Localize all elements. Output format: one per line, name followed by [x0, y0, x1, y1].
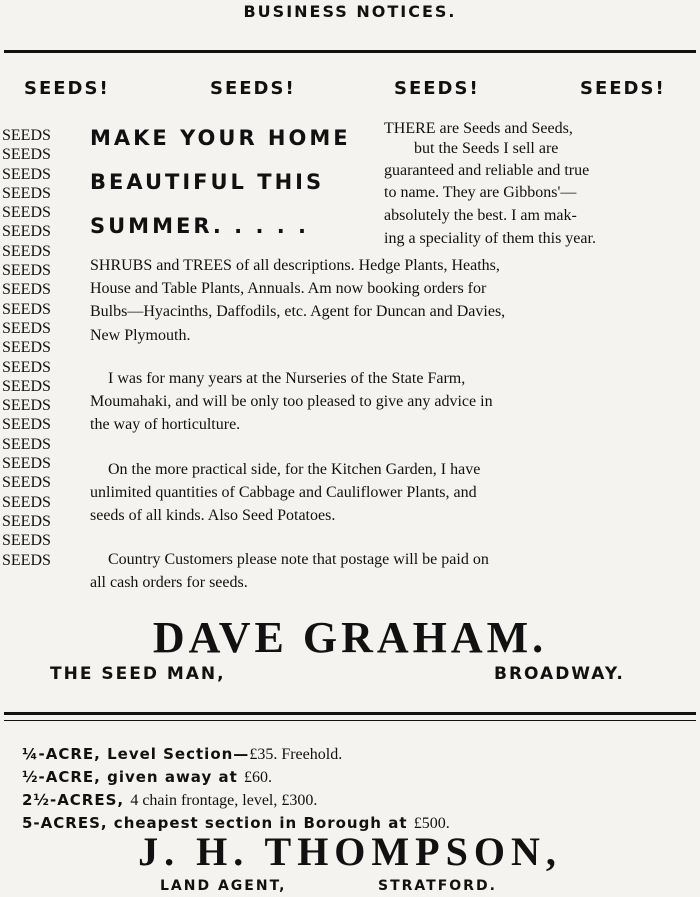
intro-line: THERE are Seeds and Seeds,: [384, 120, 573, 137]
side-seeds-label: SEEDS: [2, 319, 51, 337]
postage-line: all cash orders for seeds.: [90, 574, 248, 591]
tagline-left: THE SEED MAN,: [50, 664, 226, 684]
slogan-line: SUMMER. . . . .: [90, 214, 310, 238]
shrubs-line: SHRUBS and TREES of all descriptions. Hedge Plants, Heaths,: [90, 257, 500, 274]
side-seeds-label: SEEDS: [2, 377, 51, 395]
slogan-line: MAKE YOUR HOME: [90, 126, 351, 150]
nursery-line: the way of horticulture.: [90, 416, 241, 433]
intro-line: guaranteed and reliable and true: [384, 162, 590, 179]
agent-town: STRATFORD.: [378, 878, 497, 894]
section-rule: [4, 712, 696, 715]
listing-line: ¼-ACRE, Level Section—£35. Freehold.: [22, 745, 343, 763]
side-seeds-label: SEEDS: [2, 493, 51, 511]
side-seeds-label: SEEDS: [2, 262, 51, 280]
seeds-heading: SEEDS!: [24, 78, 110, 99]
seeds-side-column: [2, 126, 51, 570]
listing-line: ½-ACRE, given away at £60.: [22, 768, 272, 786]
side-seeds-label: SEEDS: [2, 146, 51, 164]
side-seeds-label: SEEDS: [2, 397, 51, 415]
tagline-right: BROADWAY.: [494, 664, 625, 684]
seeds-heading: SEEDS!: [580, 78, 666, 99]
page-header: BUSINESS NOTICES.: [243, 2, 457, 21]
intro-line: to name. They are Gibbons'—: [384, 184, 577, 201]
advertiser-name: DAVE GRAHAM.: [152, 613, 548, 662]
side-seeds-label: SEEDS: [2, 223, 51, 241]
section-rule-thin: [4, 720, 696, 721]
side-seeds-label: SEEDS: [2, 300, 51, 318]
kitchen-line: seeds of all kinds. Also Seed Potatoes.: [90, 507, 336, 524]
side-seeds-label: SEEDS: [2, 416, 51, 434]
shrubs-line: New Plymouth.: [90, 327, 191, 344]
agent-name: J. H. THOMPSON,: [138, 829, 562, 874]
side-seeds-label: SEEDS: [2, 184, 51, 202]
side-seeds-label: SEEDS: [2, 455, 51, 473]
side-seeds-label: SEEDS: [2, 358, 51, 376]
postage-line: Country Customers please note that postage will be paid on: [108, 551, 489, 568]
shrubs-line: House and Table Plants, Annuals. Am now booking orders for: [90, 280, 487, 297]
side-seeds-label: SEEDS: [2, 281, 51, 299]
side-seeds-label: SEEDS: [2, 551, 51, 569]
kitchen-line: unlimited quantities of Cabbage and Cauliflower Plants, and: [90, 484, 477, 501]
intro-line: absolutely the best. I am mak-: [384, 207, 577, 224]
listing-line: 5-ACRES, cheapest section in Borough at £500.: [22, 814, 450, 832]
nursery-line: I was for many years at the Nurseries of the State Farm,: [108, 370, 466, 387]
side-seeds-label: SEEDS: [2, 165, 51, 183]
side-seeds-label: SEEDS: [2, 474, 51, 492]
seeds-heading: SEEDS!: [210, 78, 296, 99]
slogan-line: BEAUTIFUL THIS: [90, 170, 325, 194]
side-seeds-label: SEEDS: [2, 242, 51, 260]
side-seeds-label: SEEDS: [2, 435, 51, 453]
side-seeds-label: SEEDS: [2, 339, 51, 357]
shrubs-line: Bulbs—Hyacinths, Daffodils, etc. Agent for Duncan and Davies,: [90, 303, 506, 320]
listing-line: 2½-ACRES, 4 chain frontage, level, £300.: [22, 791, 318, 809]
side-seeds-label: SEEDS: [2, 512, 51, 530]
side-seeds-label: SEEDS: [2, 127, 51, 144]
seeds-heading: SEEDS!: [394, 78, 480, 99]
nursery-line: Moumahaki, and will be only too pleased to give any advice in: [90, 393, 493, 410]
intro-line: but the Seeds I sell are: [414, 140, 559, 157]
side-seeds-label: SEEDS: [2, 532, 51, 550]
agent-role: LAND AGENT,: [160, 878, 287, 894]
intro-line: ing a speciality of them this year.: [384, 230, 596, 247]
side-seeds-label: SEEDS: [2, 204, 51, 222]
kitchen-line: On the more practical side, for the Kitchen Garden, I have: [108, 461, 481, 478]
header-rule: [4, 50, 696, 53]
